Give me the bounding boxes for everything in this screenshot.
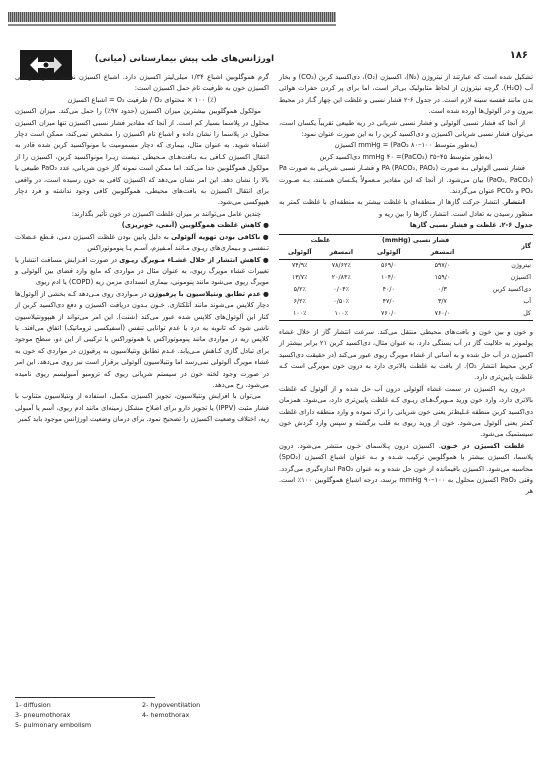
bullet-item: ● عدم تطابق ونتیلاسیون با پرفیوژن در مـواردی روی مـی‌دهد کـه بخشی از آلوئول‌ها دچار کلاپس می‌شوند مانند آتلکتازی. خـون بـدون دریافت اکسیژن و دفع دی‌اکسید کربن از کنار این آلوئول‌های کلاپس شده عبور می‌کند (شنت). این امر می‌تواند از هیپوونتیلاسیون ناشی شود که ثانویه به درد یا عدم توانایی تنفس (آسفیکسی تروماتیک) اتفاق می‌افتد. یا کلاپس ریه در مواردی مانند پنوموتوراکس یا هموتوراکس یا ترکیبی از این دو، سطح موجود برای تبادل گازی کـاهش مـی‌یابد. عـدم تطابق ونتیلاسیون به پرفیوژن در مواردی که خون به غشاء مویرگ آلوئولی نمی‌رسد اما ونتیلاسیون آلوئولی برقرار است نیز روی می‌دهد. این امر در صورت وجود لخته خون در سیستم شریانی ریوی که ترومبو آمبولیسم ریوی نامیده می‌شود، رخ می‌دهد. xyxy=(15,289,269,389)
table-cell: ۰/۰۴٪ xyxy=(333,285,350,293)
table-cell: ۰/۳ xyxy=(438,285,447,293)
table-cell: ۷۸/۶۲٪ xyxy=(331,261,351,269)
bullet-text: در مـواردی روی مـی‌دهد کـه بخشی از آلوئول‌ها دچار کلاپس می‌شوند مانند آتلکتازی. خـون بـدون دریافت اکسیژن و دفع دی‌اکسید کربن از کنار این آلوئول‌های کلاپس شده عبور می‌کند (شنت). این امر می‌تواند از هیپوونتیلاسیون ناشی شود که ثانویه به درد یا عدم توانایی تنفس (آسفیکسی تروماتیک) اتفاق می‌افتد. یا کلاپس ریه در مواردی مانند پنوموتوراکس یا هموتوراکس یا ترکیبی از این دو، سطح موجود برای تبادل گازی کـاهش مـی‌یابد. عـدم تطابق ونتیلاسیون به پرفیوژن در مواردی که خون به غشاء مویرگ آلوئولی نمی‌رسد اما ونتیلاسیون آلوئولی برقرار است نیز روی می‌دهد. این امر در صورت وجود لخته خون در سیستم شریانی ریوی که ترومبو آمبولیسم ریوی نامیده می‌شود، رخ می‌دهد. xyxy=(15,289,269,389)
bullet-heading: کاهش انتشار از خلال غشـاء مـویرگ ریـوی xyxy=(119,255,261,264)
table-subheader: اتمسفر xyxy=(416,247,470,260)
table-cell-gas: اکسیژن xyxy=(510,273,531,281)
section-heading: غلظت اکسیژن در خـون xyxy=(440,441,526,450)
bullet-item: ● ناکافی بودن تهویه آلوئولی به دلیل پایین بودن غلظت اکسیژن دمی، قـطع عـضلات تـنفسی و بـیماری‌های ریـوی مـانند آمـفیزم، آسـم یـا پنوموتوراکس xyxy=(15,232,269,253)
table-subheader: آلوئولی xyxy=(279,247,320,260)
footnote: 2- hypoventilation xyxy=(142,701,201,709)
table-cell: ۰/۵۰٪ xyxy=(333,297,350,305)
paragraph: از آنجا که فشار نسبی آلوئولی و فشار نسبی شریانی در ریه طبیعی تقریباً یکسان است، می‌توان فشار نسبی شریانی اکسیژن و دی‌اکسید کربن را به این صورت عنوان نمود: xyxy=(279,118,533,139)
table-cell-gas: دی‌اکسید کربن xyxy=(492,285,531,293)
table-cell: ۱۰۰٪ xyxy=(279,308,320,321)
table-row xyxy=(279,308,533,321)
table-cell: ۷۶۰/۰ xyxy=(416,308,470,321)
running-title: اورژانس‌های طب پیش بیمارستانی (میانی) xyxy=(94,54,274,64)
table-title: جدول ۶-۲. غلظت و فشار نسبی گازها xyxy=(409,221,533,230)
footnote: 3- pneumothorax xyxy=(15,711,71,719)
section-heading: انتشار xyxy=(504,198,525,207)
table-cell: ۱۵۹/۰ xyxy=(434,273,451,281)
footnote: 5- pulmonary embolism xyxy=(15,721,92,729)
table-header-group: غلظت xyxy=(279,234,362,247)
page-header xyxy=(0,0,547,42)
table-cell: ۵۹۷/۰ xyxy=(434,261,451,269)
table-cell: ۶/۲٪ xyxy=(293,297,306,305)
table-cell-gas: آب xyxy=(523,297,531,305)
table-cell: ۴۰/۰ xyxy=(382,285,395,293)
table-row xyxy=(279,259,533,272)
paragraph: درون ریه اکسیژن در سمت غشاء آلوئولی درون آب حل شده و از آلوئول که غلظت بالاتری دارد، وارد خون ورید مـویرگ‌هـای ریـوی کـه غلظت پایین‌تری دارد، می‌شود. همزمان دی‌اکسید کربن منطقه غـلیظ‌تر یعنی خون شریانی را ترک نموده و وارد منطقه دارای غلظت کمتر یعنی آلوئول می‌شود. خون از ورید ریوی به قلب برگشته و سپس وارد گردش خون سیستمیک می‌شود. xyxy=(279,384,533,439)
footnote-divider xyxy=(15,697,155,698)
table-cell: ۲۰/۸۴٪ xyxy=(331,273,351,281)
footnotes xyxy=(15,700,269,730)
bullet-heading: کاهش غلظت هموگلوبین (آنمی، خونریزی) xyxy=(121,221,262,230)
paragraph: چندین عامل می‌توانند بر میزان غلظت اکسیژن در خون تأثیر بگذارند: xyxy=(71,209,261,218)
table-cell: ۳/۷ xyxy=(438,297,447,305)
table-header-gas: گاز xyxy=(469,234,533,259)
formula: (به‌طور متوسط ۱۰۰–۸۰ mmHg = (PaO₂ اکسیژن xyxy=(334,141,478,150)
table-cell: ۵/۲٪ xyxy=(293,285,306,293)
paragraph: فشار نسبی آلوئولی بـه صورت PA (PACO₂, PAO₂) و فشـار نسبی شریانی به صورت Pa (PaO₂, PaCO₂) بیان می‌شود. از آنجا که این مقادیر مـعمولاً یکـسان هسـتند، بـه صـورت PO₂ و PCO₂ عنوان می‌گردند. xyxy=(279,164,533,196)
paragraph-text: . اکسیژن درون پـلاسمای خـون منتشر می‌شود. درون پلاسما، اکسیژن بیشتر با هموگلوبین ترکیب شـده و بـه عنوان اشباع اکسیژن (SpO₂) محاسبه می‌شود. اکسیژن باقیمانده از خون حل شده و به عنوان PaO₂ اندازه‌گیری می‌گردد. وقتی PaO₂ اکسیژن محلول به ۱۰۰–۹۰ mmHg برسد، درجه اشباع هموگلوبین ۱۰۰٪ است. هر xyxy=(279,441,533,496)
bullet-text: به دلیل پایین بودن غلظت اکسیژن دمی، قـطع عـضلات تـنفسی و بـیماری‌های ریـوی مـانند آمـفیزم، آسـم یـا پنوموتوراکس xyxy=(15,232,269,253)
page-number: ۱۸۶ xyxy=(509,50,528,61)
table-cell-gas: کل xyxy=(469,308,533,321)
left-column xyxy=(15,72,269,426)
table-cell-gas: نیتروژن xyxy=(511,261,531,269)
paragraph: و خون و بین خون و بافت‌های محیطی منتقل می‌کند. سرعت انتشار گاز از خلال غشاء پولمونر به حلالیت گاز در آب بستگی دارد. به عنوان مثال، دی‌اکسید کربن ۲۱ برابر بیشتر از اکسیژن در آب حل شده و به آسانی از غشاء مویرگ ریوی عبور می‌کند (در حقیقت دی‌اکسید کربن محیط انتشار O₂). از بافت به غلظت بالاتری دارد به درون خون مویرگی است کـه غلظت پایین‌تری دارد. xyxy=(279,327,533,382)
right-column xyxy=(279,72,533,498)
table-header-group: فشار نسبی (mmHg) xyxy=(362,234,469,247)
table-cell: ۴۷/۰ xyxy=(382,297,395,305)
table-cell: ۵۶۹/۰ xyxy=(380,261,397,269)
bullet-item: ● کاهش غلظت هموگلوبین (آنمی، خونریزی) xyxy=(121,221,269,230)
gas-table xyxy=(279,234,533,321)
footnote: 4- hemothorax xyxy=(142,711,190,719)
footnote: 1- diffusion xyxy=(15,701,51,709)
paragraph-text: . انتشار حرکت گازها از منطقه‌ای با غلظت بیشتر به منطقه‌ای با غلظت کمتر به منظور رسیدن به تعادل است. انتشار، گازها را بین ریه و xyxy=(279,198,533,218)
bullet-text: در صورت افـزایش مسافت انتشار یا تغییرات غشاء مویرگ ریوی، به عنوان مثال در مواردی که مایع وارد فضای بین آلوئولی و مویرگ ریوی می‌شود مانند پنومونی، بیماری انسدادی مزمن ریه (COPD) یا ادم ریوی xyxy=(15,255,269,287)
table-cell: ۷۶۰/۰ xyxy=(362,308,416,321)
table-cell: ۱۳/۷٪ xyxy=(291,273,308,281)
paragraph xyxy=(279,197,533,220)
bullet-heading: عدم تطابق ونتیلاسیون با پرفیوژن xyxy=(148,289,261,298)
table-row xyxy=(279,284,533,296)
table-subheader: آلوئولی xyxy=(362,247,416,260)
paragraph: گرم هموگلوبین اشباع ۱/۳۴ میلی‌لیتر اکسیژن دارد. اشباع اکسیژن نسبت محتوای واقعی اکسیژن خون به ظرفیت تام حمل اکسیژن است: xyxy=(15,73,269,93)
header-rule-line xyxy=(8,24,336,26)
bullet-item: ● کاهش انتشار از خلال غشـاء مـویرگ ریـوی در صورت افـزایش مسافت انتشار یا تغییرات غشاء مویرگ ریوی، به عنوان مثال در مواردی که مایع وارد فضای بین آلوئولی و مویرگ ریوی می‌شود مانند پنومونی، بیماری انسدادی مزمن ریه (COPD) یا ادم ریوی xyxy=(15,255,269,287)
bullet-heading: ناکافی بودن تهویه آلوئولی xyxy=(170,232,261,241)
paragraph: مولکول هموگلوبین بیشترین میزان اکسیژن (حدود ۹۷٪) را حمل می‌کند. میزان اکسیژن محلول در پلاسما بسیار کم است. از آنجا که مقادیر فشار نسبی اکسیژن تنها میزان اکسیژن محلول در پلاسما را نشان داده و اشباع تام اکسیژن را مشخص نمی‌کند، ممکن است دچار اشتباه شوید. به عنوان مثال، بیماری که دچار مسمومیت با مونواکسید کربن شده قادر به انتقال اکسیژن کـافی بـه بـافت‌هـای مـحیطی نـیست زیـرا مونواکسید کربن، اکسیژن را از مولکول هموگلوبین جدا می‌کند. اما ممکن است نمونه گاز خون شریانی، عدد PaO₂ طبیعی یا بالا را نشان دهد. این امر نشان می‌دهد که اکسیژن کافی به خون رسیده است، در واقعی برای انتقال اکسیژن به بافت‌های محیطی، هموگلوبین کافی وجود نداشته و فرد دچار هیپوکسی می‌شود. xyxy=(15,107,269,207)
paragraph xyxy=(279,441,533,498)
table-cell: ۱۰۰٪ xyxy=(320,308,362,321)
formula: (به‌طور متوسط ۴۵–۳۵ mmHg ۴۰ =(PaCO₂) دی‌اکسید کربن xyxy=(319,152,493,161)
formula: (٪) ۱۰۰ × محتوای O₂ / ظرفیت O₂ = اشباع اکسیژن xyxy=(67,95,217,104)
paragraph: تشکیل شده است که عبارتند از نیتروژن (N₂)، اکسیژن (O₂)، دی‌اکسید کربن (CO₂) و بخار آب (H₂O). گرچه نیتروژن از لحاظ متابولیک بی‌اثر است، اما برای پر کردن حفرات هوائی بدن مانند قفسه سینه لازم است. در جدول ۶-۲ فشار نسبی و غلظت این چهار گـاز در محیط بیرون و در آلوئول‌ها آورده شده است. xyxy=(279,73,533,116)
table-subheader: اتمسفر xyxy=(320,247,362,260)
table-cell: ۷۴/۹٪ xyxy=(291,261,308,269)
table-row xyxy=(279,296,533,308)
header-rule-pattern xyxy=(8,12,336,22)
paragraph: می‌توان با افزایش ونتیلاسیون، تجویز اکسیژن مکمل، استفاده از ونتیلاسیون متناوب با فشار مثبت (IPPV) یا تجویز دارو برای اصلاح مشکل زمینه‌ای مانند ادم ریوی، آسم یا آمبولی ریه، اختلاف وضعیت اکسیژن را تصحیح نمود. برای درمان وضعیت اورژانس موجود باید کمبر xyxy=(15,392,269,424)
table-cell: ۱۰۴/۰ xyxy=(380,273,397,281)
table-row xyxy=(279,272,533,284)
